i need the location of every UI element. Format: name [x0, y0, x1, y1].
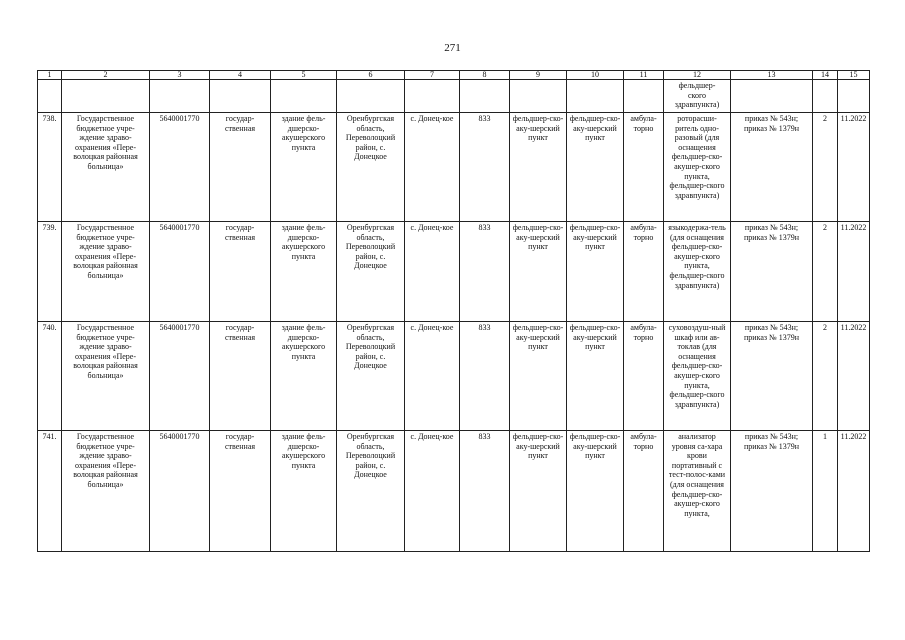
- unit-type-cell: фельдшер-ско-аку-шерский пункт: [510, 113, 567, 222]
- care-mode-cell: амбула-торно: [624, 431, 664, 552]
- building-cell: здание фель-дшерско-акушерского пункта: [271, 322, 337, 431]
- care-mode-cell: амбула-торно: [624, 322, 664, 431]
- table-row: [38, 322, 870, 431]
- organization-cell: Государственное бюджетное учре-ждение здраво-охранения «Пере-волоцкая районная больница»: [62, 222, 150, 322]
- col-header-13: 13: [731, 71, 813, 80]
- unit-type-2-cell: фельдшер-ско-аку-шерский пункт: [567, 113, 624, 222]
- orders-cell: приказ № 543н; приказ № 1379н: [731, 222, 813, 322]
- inn-cell: 5640001770: [150, 322, 210, 431]
- row-number: 740.: [38, 322, 62, 431]
- registry-table: [37, 70, 870, 552]
- inn-cell: 5640001770: [150, 222, 210, 322]
- unit-type-2-cell: фельдшер-ско-аку-шерский пункт: [567, 222, 624, 322]
- code-cell: 833: [460, 322, 510, 431]
- ownership-cell: государ-ственная: [210, 113, 271, 222]
- unit-type-cell: фельдшер-ско-аку-шерский пункт: [510, 431, 567, 552]
- quantity-cell: 2: [813, 222, 838, 322]
- table-row: [38, 222, 870, 322]
- col-header-12: 12: [664, 71, 731, 80]
- unit-type-2-cell: фельдшер-ско-аку-шерский пункт: [567, 322, 624, 431]
- ownership-cell: государ-ственная: [210, 322, 271, 431]
- col-header-5: 5: [271, 71, 337, 80]
- equipment-cell: роторасши-ритель одно-разовый (для оснащения фельдшер-ско-акушер-ского пункта, фельдшер-ского здравпункта): [664, 113, 731, 222]
- header-row: [38, 71, 870, 80]
- unit-type-cell: фельдшер-ско-аку-шерский пункт: [510, 322, 567, 431]
- col-header-14: 14: [813, 71, 838, 80]
- quantity-cell: 2: [813, 113, 838, 222]
- table-row: [38, 113, 870, 222]
- quantity-cell: 1: [813, 431, 838, 552]
- address-cell: Оренбургская область, Переволоцкий район, с. Донецкое: [337, 322, 405, 431]
- organization-cell: Государственное бюджетное учре-ждение здраво-охранения «Пере-волоцкая районная больница»: [62, 431, 150, 552]
- col-header-7: 7: [405, 71, 460, 80]
- col-header-8: 8: [460, 71, 510, 80]
- organization-cell: Государственное бюджетное учре-ждение здраво-охранения «Пере-волоцкая районная больница»: [62, 113, 150, 222]
- organization-cell: Государственное бюджетное учре-ждение здраво-охранения «Пере-волоцкая районная больница»: [62, 322, 150, 431]
- address-cell: Оренбургская область, Переволоцкий район, с. Донецкое: [337, 431, 405, 552]
- unit-type-cell: фельдшер-ско-аку-шерский пункт: [510, 222, 567, 322]
- row-number: 739.: [38, 222, 62, 322]
- equipment-cell: анализатор уровня са-хара крови портативный с тест-полос-ками (для оснащения фельдшер-ско-акушер-ского пункта,: [664, 431, 731, 552]
- unit-type-2-cell: фельдшер-ско-аку-шерский пункт: [567, 431, 624, 552]
- date-cell: 11.2022: [838, 431, 870, 552]
- continuation-row: [38, 80, 870, 113]
- orders-cell: приказ № 543н; приказ № 1379н: [731, 431, 813, 552]
- date-cell: 11.2022: [838, 222, 870, 322]
- address-cell: Оренбургская область, Переволоцкий район, с. Донецкое: [337, 222, 405, 322]
- col-header-2: 2: [62, 71, 150, 80]
- orders-cell: приказ № 543н; приказ № 1379н: [731, 113, 813, 222]
- col-header-4: 4: [210, 71, 271, 80]
- inn-cell: 5640001770: [150, 113, 210, 222]
- building-cell: здание фель-дшерско-акушерского пункта: [271, 431, 337, 552]
- equipment-cell: языкодержа-тель (для оснащения фельдшер-ско-акушер-ского пункта, фельдшер-ского здравпункта): [664, 222, 731, 322]
- page-number: 271: [444, 42, 461, 54]
- col-header-10: 10: [567, 71, 624, 80]
- date-cell: 11.2022: [838, 322, 870, 431]
- ownership-cell: государ-ственная: [210, 431, 271, 552]
- address-cell: Оренбургская область, Переволоцкий район, с. Донецкое: [337, 113, 405, 222]
- col-header-11: 11: [624, 71, 664, 80]
- building-cell: здание фель-дшерско-акушерского пункта: [271, 222, 337, 322]
- orders-cell: приказ № 543н; приказ № 1379н: [731, 322, 813, 431]
- row-number: 741.: [38, 431, 62, 552]
- building-cell: здание фель-дшерско-акушерского пункта: [271, 113, 337, 222]
- col-header-6: 6: [337, 71, 405, 80]
- code-cell: 833: [460, 431, 510, 552]
- row-number: 738.: [38, 113, 62, 222]
- locality-cell: с. Донец-кое: [405, 113, 460, 222]
- care-mode-cell: амбула-торно: [624, 222, 664, 322]
- ownership-cell: государ-ственная: [210, 222, 271, 322]
- col-header-1: 1: [38, 71, 62, 80]
- locality-cell: с. Донец-кое: [405, 222, 460, 322]
- locality-cell: с. Донец-кое: [405, 322, 460, 431]
- equipment-cell: суховоздуш-ный шкаф или ав-токлав (для оснащения фельдшер-ско-акушер-ского пункта, фельдшер-ского здравпункта): [664, 322, 731, 431]
- code-cell: 833: [460, 113, 510, 222]
- col-header-15: 15: [838, 71, 870, 80]
- locality-cell: с. Донец-кое: [405, 431, 460, 552]
- col-header-9: 9: [510, 71, 567, 80]
- continuation-equipment-cell: фельдшер- ского здравпункта): [664, 80, 731, 113]
- date-cell: 11.2022: [838, 113, 870, 222]
- table-row: [38, 431, 870, 552]
- code-cell: 833: [460, 222, 510, 322]
- col-header-3: 3: [150, 71, 210, 80]
- inn-cell: 5640001770: [150, 431, 210, 552]
- quantity-cell: 2: [813, 322, 838, 431]
- care-mode-cell: амбула-торно: [624, 113, 664, 222]
